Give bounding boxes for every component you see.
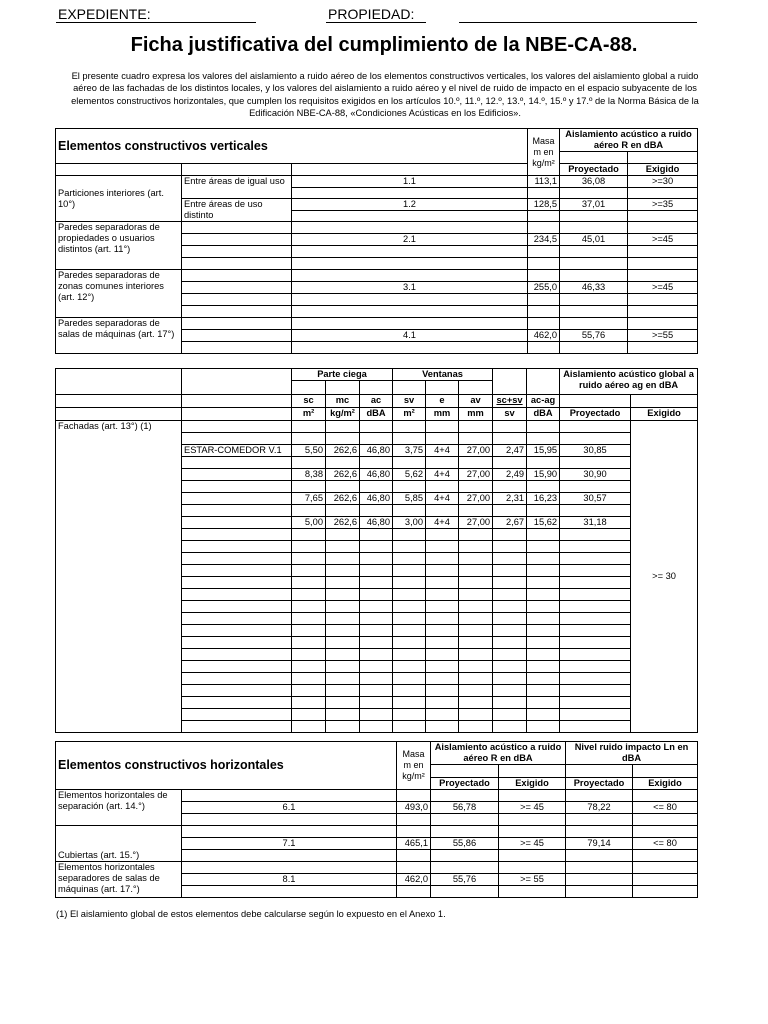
col-header-sc: sc — [292, 395, 326, 408]
unit-e: mm — [426, 408, 459, 421]
exigido-cell: >=35 — [628, 199, 698, 211]
proyectado-cell: 55,86 — [431, 838, 499, 850]
unit-ac-ag: dBA — [527, 408, 560, 421]
exigido-header: Exigido — [631, 408, 698, 421]
footnote: (1) El aislamiento global de estos elementos debe calcularse según lo expuesto en el Anexo 1. — [56, 909, 446, 919]
unit-sc: m² — [292, 408, 326, 421]
ln-proyectado-cell — [566, 874, 633, 886]
col-header-av: av — [459, 395, 493, 408]
ac-cell: 46,80 — [360, 469, 393, 481]
mc-cell: 262,6 — [326, 493, 360, 505]
proyectado-header: Proyectado — [560, 164, 628, 176]
row-label: Paredes separadoras de zonas comunes interiores (art. 12°) — [56, 270, 182, 318]
proyectado-cell: 30,90 — [560, 469, 631, 481]
ref-cell: 2.1 — [292, 234, 528, 246]
ln-exigido-header: Exigido — [633, 778, 698, 790]
ventanas-header: Ventanas — [393, 369, 493, 381]
propiedad-label: PROPIEDAD: — [328, 6, 415, 22]
fachadas-exigido: >= 30 — [631, 421, 698, 733]
propiedad-value-line — [459, 22, 697, 23]
sc-cell: 5,00 — [292, 517, 326, 529]
proyectado-header: Proyectado — [560, 408, 631, 421]
vertical-elements-table — [55, 128, 698, 354]
expediente-label: EXPEDIENTE: — [58, 6, 151, 22]
proyectado-cell: 30,57 — [560, 493, 631, 505]
expediente-line — [56, 22, 256, 23]
ac-ag-cell: 16,23 — [527, 493, 560, 505]
aislamiento-global-header: Aislamiento acústico global a ruido aéreo ag en dBA — [560, 369, 698, 395]
row-label: Elementos horizontales separadores de salas de máquinas (art. 17.°) — [56, 862, 182, 898]
ref-cell: 1.2 — [292, 199, 528, 211]
ref-cell: 8.1 — [182, 874, 397, 886]
unit-sc-sv: sv — [493, 408, 527, 421]
ln-exigido-cell: <= 80 — [633, 802, 698, 814]
particiones-label: Particiones interiores (art. 10°) — [56, 176, 182, 222]
proyectado-cell: 55,76 — [431, 874, 499, 886]
ln-exigido-cell — [633, 874, 698, 886]
exigido-header: Exigido — [499, 778, 566, 790]
row-label: Paredes separadoras de salas de máquinas (art. 17°) — [56, 318, 182, 354]
horizontal-title: Elementos constructivos horizontales — [56, 742, 397, 790]
unit-av: mm — [459, 408, 493, 421]
mc-cell: 262,6 — [326, 445, 360, 457]
masa-cell: 255,0 — [528, 282, 560, 294]
propiedad-line — [326, 22, 426, 23]
parte-ciega-header: Parte ciega — [292, 369, 393, 381]
e-cell: 4+4 — [426, 469, 459, 481]
av-cell: 27,00 — [459, 493, 493, 505]
sc-sv-cell: 2,47 — [493, 445, 527, 457]
aislamiento-header: Aislamiento acústico a ruido aéreo R en dBA — [431, 742, 566, 765]
ln-proyectado-cell: 78,22 — [566, 802, 633, 814]
masa-cell: 462,0 — [397, 874, 431, 886]
sc-cell: 8,38 — [292, 469, 326, 481]
av-cell: 27,00 — [459, 445, 493, 457]
masa-header: Masa m en kg/m² — [397, 742, 431, 790]
exigido-cell: >= 55 — [499, 874, 566, 886]
proyectado-cell: 55,76 — [560, 330, 628, 342]
ref-cell: 7.1 — [182, 838, 397, 850]
fachada-row-name: ESTAR-COMEDOR V.1 — [182, 445, 292, 457]
row-label: Paredes separadoras de propiedades o usuarios distintos (art. 11°) — [56, 222, 182, 270]
exigido-header: Exigido — [628, 164, 698, 176]
sv-cell: 5,85 — [393, 493, 426, 505]
masa-cell: 128,5 — [528, 199, 560, 211]
vertical-title: Elementos constructivos verticales — [56, 129, 528, 164]
masa-cell: 462,0 — [528, 330, 560, 342]
masa-cell: 493,0 — [397, 802, 431, 814]
mc-cell: 262,6 — [326, 517, 360, 529]
ac-cell: 46,80 — [360, 517, 393, 529]
horizontal-elements-table — [55, 741, 698, 898]
ac-ag-cell: 15,95 — [527, 445, 560, 457]
sv-cell: 3,00 — [393, 517, 426, 529]
fachadas-table — [55, 368, 698, 733]
sc-sv-cell: 2,31 — [493, 493, 527, 505]
impacto-header: Nivel ruido impacto Ln en dBA — [566, 742, 698, 765]
exigido-cell: >=45 — [628, 282, 698, 294]
exigido-cell: >=30 — [628, 176, 698, 188]
entre-distinto-label: Entre áreas de uso distinto — [182, 199, 292, 222]
e-cell: 4+4 — [426, 445, 459, 457]
fachada-row-name — [182, 469, 292, 481]
aislamiento-header: Aislamiento acústico a ruido aéreo R en dBA — [560, 129, 698, 152]
av-cell: 27,00 — [459, 469, 493, 481]
proyectado-cell: 36,08 — [560, 176, 628, 188]
exigido-cell: >= 45 — [499, 802, 566, 814]
proyectado-cell: 31,18 — [560, 517, 631, 529]
row-label: Elementos horizontales de separación (art. 14.°) — [56, 790, 182, 826]
mc-cell: 262,6 — [326, 469, 360, 481]
exigido-cell: >=45 — [628, 234, 698, 246]
sv-cell: 5,62 — [393, 469, 426, 481]
masa-cell: 465,1 — [397, 838, 431, 850]
fachada-row-name — [182, 517, 292, 529]
unit-ac: dBA — [360, 408, 393, 421]
av-cell: 27,00 — [459, 517, 493, 529]
col-header-sc-sv: sc+sv — [493, 395, 527, 408]
sc-cell: 7,65 — [292, 493, 326, 505]
ref-cell: 3.1 — [292, 282, 528, 294]
masa-cell: 234,5 — [528, 234, 560, 246]
masa-cell: 113,1 — [528, 176, 560, 188]
ac-ag-cell: 15,90 — [527, 469, 560, 481]
sc-sv-cell: 2,67 — [493, 517, 527, 529]
e-cell: 4+4 — [426, 493, 459, 505]
sc-sv-cell: 2,49 — [493, 469, 527, 481]
e-cell: 4+4 — [426, 517, 459, 529]
proyectado-cell: 37,01 — [560, 199, 628, 211]
entre-igual-label: Entre áreas de igual uso — [182, 176, 292, 199]
fachadas-label: Fachadas (art. 13°) (1) — [56, 421, 182, 733]
unit-sv: m² — [393, 408, 426, 421]
fachada-row-name — [182, 493, 292, 505]
ln-proyectado-header: Proyectado — [566, 778, 633, 790]
ln-proyectado-cell: 79,14 — [566, 838, 633, 850]
proyectado-cell: 45,01 — [560, 234, 628, 246]
masa-header: Masa m en kg/m² — [528, 129, 560, 176]
page-title: Ficha justificativa del cumplimiento de la NBE-CA-88. — [130, 34, 638, 56]
unit-mc: kg/m² — [326, 408, 360, 421]
sc-cell: 5,50 — [292, 445, 326, 457]
row-label: Cubiertas (art. 15.°) — [56, 826, 182, 862]
exigido-cell: >=55 — [628, 330, 698, 342]
intro-paragraph: El presente cuadro expresa los valores del aislamiento a ruido aéreo de los elementos constructivos verticales, los valores del aislamiento global a ruido aéreo de las fachadas de los distintos locales, y los valores del aislamiento a ruido aéreo y el nivel de ruido de impacto en el espacio subyacente de los elementos constructivos horizontales, que cumplen los requisitos exigidos en los artículos 10.º, 11.º, 12.º, 13.º, 14.º, 15.º y 17.º de la Norma Básica de la Edificación NBE-CA-88, «Condiciones Acústicas en los Edificios». — [71, 71, 699, 118]
proyectado-header: Proyectado — [431, 778, 499, 790]
proyectado-cell: 56,78 — [431, 802, 499, 814]
ref-cell: 1.1 — [292, 176, 528, 188]
col-header-ac: ac — [360, 395, 393, 408]
ac-ag-cell: 15,62 — [527, 517, 560, 529]
col-header-sv: sv — [393, 395, 426, 408]
col-header-mc: mc — [326, 395, 360, 408]
col-header-ac-ag: ac-ag — [527, 395, 560, 408]
ref-cell: 4.1 — [292, 330, 528, 342]
proyectado-cell: 46,33 — [560, 282, 628, 294]
ln-exigido-cell: <= 80 — [633, 838, 698, 850]
proyectado-cell: 30,85 — [560, 445, 631, 457]
exigido-cell: >= 45 — [499, 838, 566, 850]
ac-cell: 46,80 — [360, 445, 393, 457]
ac-cell: 46,80 — [360, 493, 393, 505]
col-header-e: e — [426, 395, 459, 408]
ref-cell: 6.1 — [182, 802, 397, 814]
sv-cell: 3,75 — [393, 445, 426, 457]
